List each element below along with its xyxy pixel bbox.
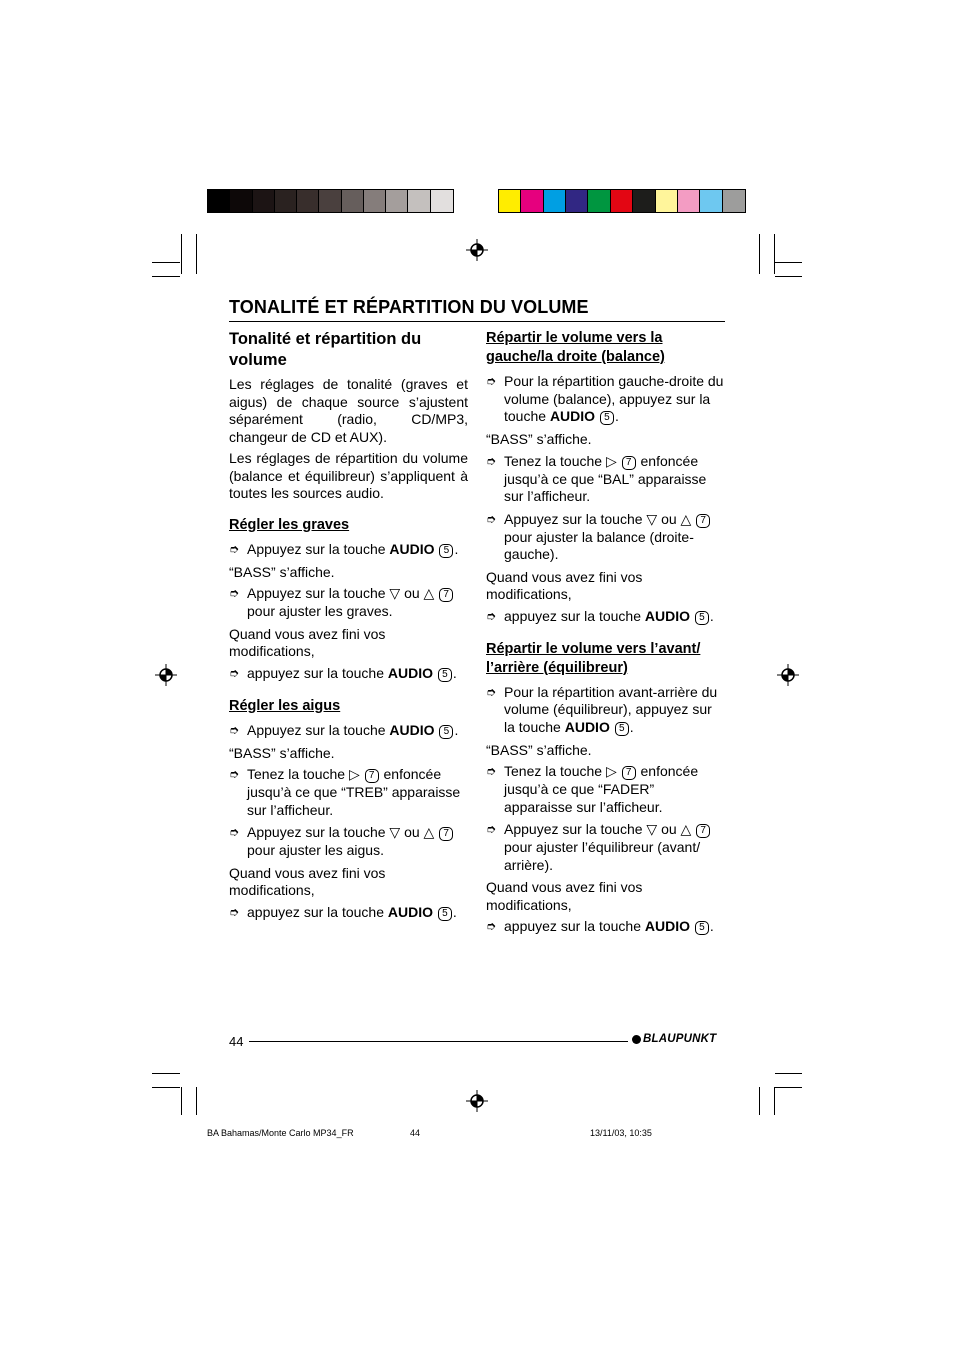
subsection-heading-balance: Répartir le volume vers la gauche/la droite (balance) [486, 330, 665, 365]
note: Quand vous avez fini vos modifications, [486, 879, 643, 913]
crop-mark [759, 1087, 760, 1115]
crop-mark [181, 234, 182, 274]
note: “BASS” s’affiche. [229, 563, 335, 580]
color-swatch [678, 190, 700, 212]
instruction-step: ➮ appuyez sur la touche AUDIO 5 . [229, 903, 457, 920]
color-swatch [230, 190, 252, 212]
crop-mark [152, 1087, 180, 1088]
key-number: 7 [439, 827, 453, 841]
arrow-icon: ➮ [486, 919, 497, 933]
page-number: 44 [229, 1034, 244, 1049]
instruction-step: ➮ Pour la répartition gauche-droite du volume (balance), appuyez sur la touche AUDIO 5 . [486, 373, 724, 424]
arrow-icon: ➮ [486, 608, 497, 623]
key-number: 5 [439, 725, 453, 739]
instruction-step: ➮ appuyez sur la touche AUDIO 5 . [229, 664, 457, 681]
section-heading: Tonalité et répartition du volume [229, 330, 422, 369]
brand-logo: BLAUPUNKT [632, 1033, 716, 1045]
key-number: 5 [439, 544, 453, 558]
color-swatch [588, 190, 610, 212]
instruction-step: ➮ Tenez la touche ▷ 7 enfoncée jusqu’à ce que “TREB” apparaisse sur l’afficheur. [229, 766, 461, 818]
color-swatch [611, 190, 633, 212]
color-swatch [408, 190, 430, 212]
instruction-step: ➮ Tenez la touche ▷ 7 enfoncée jusqu’à ce que “BAL” apparaisse sur l’afficheur. [486, 452, 707, 504]
key-number: 5 [695, 611, 709, 625]
instruction-step: ➮ appuyez sur la touche AUDIO 5 . [486, 918, 714, 934]
note: Quand vous avez fini vos modifications, [486, 568, 643, 602]
color-swatch [364, 190, 386, 212]
color-swatch [656, 190, 678, 212]
arrow-icon: ➮ [229, 722, 240, 737]
arrow-icon: ➮ [229, 541, 240, 556]
key-number: 7 [622, 456, 636, 470]
crop-mark [152, 276, 180, 277]
arrow-icon: ➮ [486, 374, 497, 388]
registration-mark-icon [777, 664, 799, 686]
registration-mark-icon [466, 239, 488, 261]
arrow-icon: ➮ [486, 684, 497, 699]
color-swatch [386, 190, 408, 212]
color-calibration-bar [498, 189, 746, 213]
left-column [229, 329, 468, 927]
arrow-icon: ➮ [229, 665, 240, 680]
instruction-step: ➮ Appuyez sur la touche ▽ ou △ 7 pour ajuster les graves. [229, 585, 468, 621]
key-number: 5 [600, 411, 614, 425]
crop-mark [775, 262, 802, 263]
crop-mark [152, 1073, 180, 1074]
key-number: 7 [365, 769, 379, 783]
color-swatch [208, 190, 230, 212]
subsection-heading-treble: Régler les aigus [229, 697, 341, 714]
instruction-step: ➮ Appuyez sur la touche ▽ ou △ 7 pour ajuster la balance (droite-gauche). [486, 511, 726, 564]
right-column [486, 329, 726, 941]
intro-paragraph: Les réglages de tonalité (graves et aigus) de chaque source s’ajustent séparément (radio, CD/MP3, changeur de CD et AUX). [229, 376, 468, 445]
print-timestamp: 13/11/03, 10:35 [590, 1128, 652, 1138]
page-title: TONALITÉ ET RÉPARTITION DU VOLUME [229, 297, 725, 322]
color-swatch [544, 190, 566, 212]
color-swatch [566, 190, 588, 212]
crop-mark [759, 234, 760, 274]
color-swatch [253, 190, 275, 212]
key-number: 7 [696, 824, 710, 838]
color-swatch [499, 190, 521, 212]
arrow-icon: ➮ [486, 453, 497, 468]
key-number: 5 [615, 722, 629, 736]
color-swatch [723, 190, 745, 212]
crop-mark [775, 1087, 802, 1088]
registration-mark-icon [155, 664, 177, 686]
key-number: 7 [622, 766, 636, 780]
crop-mark [181, 1087, 182, 1115]
arrow-icon: ➮ [229, 586, 240, 600]
subsection-heading-fader: Répartir le volume vers l’avant/ l’arrière (équilibreur) [486, 640, 701, 676]
instruction-step: ➮ Appuyez sur la touche ▽ ou △ 7 pour ajuster les aigus. [229, 824, 468, 860]
arrow-icon: ➮ [486, 511, 497, 526]
instruction-step: ➮ Tenez la touche ▷ 7 enfoncée jusqu’à ce que “FADER” apparaisse sur l’afficheur. [486, 763, 699, 815]
crop-mark [152, 262, 180, 263]
note: Quand vous avez fini vos modifications, [229, 625, 386, 659]
crop-mark [774, 234, 775, 274]
color-swatch [342, 190, 364, 212]
arrow-icon: ➮ [486, 764, 497, 778]
intro-paragraph: Les réglages de répartition du volume (balance et équilibreur) s’appliquent à toutes les sources audio. [229, 450, 468, 501]
crop-mark [196, 1087, 197, 1115]
key-number: 5 [438, 907, 452, 921]
crop-mark [775, 1073, 802, 1074]
note: “BASS” s’affiche. [229, 744, 335, 761]
arrow-icon: ➮ [229, 767, 240, 781]
key-number: 5 [695, 921, 709, 935]
subsection-heading-bass: Régler les graves [229, 516, 350, 533]
instruction-step: ➮ appuyez sur la touche AUDIO 5 . [486, 607, 714, 624]
print-page-number: 44 [410, 1128, 421, 1138]
instruction-step: ➮ Appuyez sur la touche ▽ ou △ 7 pour ajuster l’équilibreur (avant/ arrière). [486, 821, 726, 874]
crop-mark [775, 276, 802, 277]
arrow-icon: ➮ [229, 825, 240, 839]
note: “BASS” s’affiche. [486, 431, 592, 447]
key-number: 7 [696, 514, 710, 528]
arrow-icon: ➮ [486, 822, 497, 836]
color-swatch [319, 190, 341, 212]
color-swatch [431, 190, 453, 212]
grayscale-calibration-bar [207, 189, 454, 213]
key-number: 5 [438, 668, 452, 682]
print-file-name: BA Bahamas/Monte Carlo MP34_FR [207, 1128, 354, 1138]
color-swatch [521, 190, 543, 212]
instruction-step: ➮ Appuyez sur la touche AUDIO 5 . [229, 721, 459, 738]
crop-mark [774, 1087, 775, 1115]
note: Quand vous avez fini vos modifications, [229, 864, 386, 898]
color-swatch [633, 190, 655, 212]
footer-rule [249, 1041, 628, 1042]
instruction-step: ➮ Appuyez sur la touche AUDIO 5 . [229, 540, 459, 557]
key-number: 7 [439, 588, 453, 602]
note: “BASS” s’affiche. [486, 741, 592, 758]
registration-mark-icon [466, 1090, 488, 1112]
arrow-icon: ➮ [229, 904, 240, 919]
crop-mark [196, 234, 197, 274]
color-swatch [275, 190, 297, 212]
instruction-step: ➮ Pour la répartition avant-arrière du volume (équilibreur), appuyez sur la touche AUDIO 5 . [486, 683, 718, 735]
color-swatch [700, 190, 722, 212]
brand-dot-icon [632, 1035, 641, 1044]
color-swatch [297, 190, 319, 212]
